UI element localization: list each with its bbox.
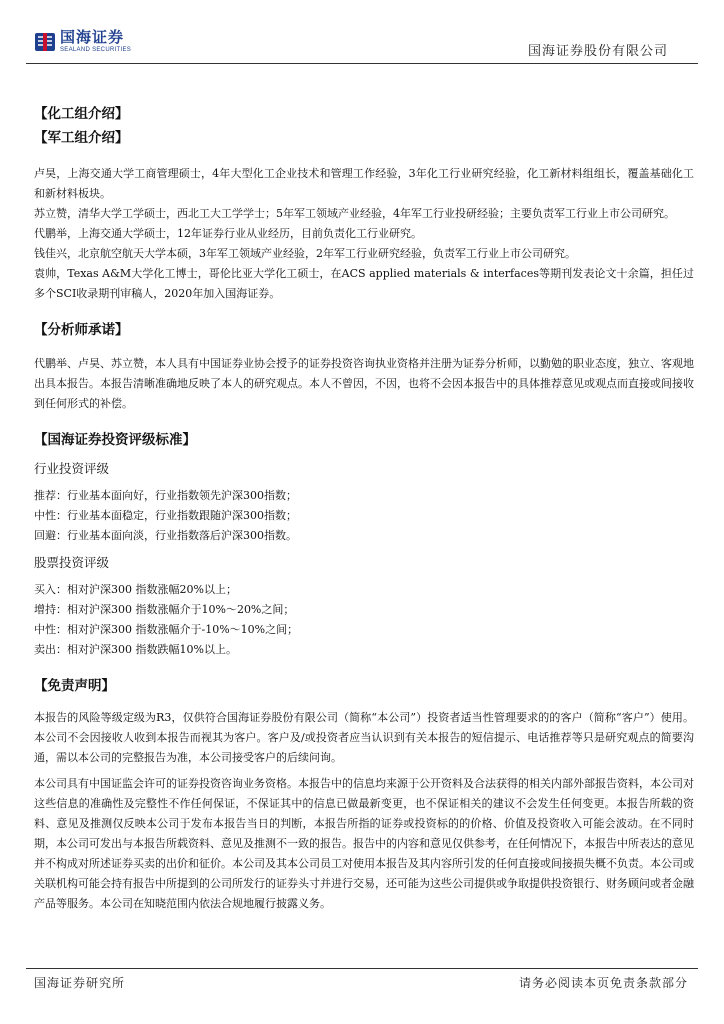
company-name: 国海证券股份有限公司: [527, 44, 668, 59]
pledge-section: [34, 318, 694, 414]
disclaimer-paragraph: 本报告的风险等级定级为R3，仅供符合国海证券股份有限公司（简称“本公司”）投资者适当性管理要求的的客户（简称“客户”）使用。本公司不会因接收人收到本报告而视其为客户。客户及/或投资者应当认识到有关本报告的短信提示、电话推荐等只是研究观点的简要沟通，需以本公司的完整报告为准，本公司接受客户的后续问询。: [34, 711, 694, 764]
industry-rating-title: 行业投资评级: [34, 461, 110, 476]
stock-rating-item: 增持：相对沪深300 指数涨幅介于10%～20%之间；: [34, 603, 295, 616]
industry-rating-item: 中性：行业基本面稳定，行业指数跟随沪深300指数；: [34, 509, 297, 522]
stock-rating-item: 卖出：相对沪深300 指数跌幅10%以上。: [34, 643, 237, 656]
report-body: [34, 102, 694, 914]
industry-rating-item: 回避：行业基本面向淡，行业指数落后沪深300指数。: [34, 529, 297, 542]
footer-disclaimer-note: 请务必阅读本页免责条款部分: [518, 976, 688, 990]
analyst-bio: 钱佳兴，北京航空航天大学本硕，3年军工领域产业经验，2年军工行业研究经验，负责军工行业上市公司研究。: [34, 247, 576, 260]
industry-rating-item: 推荐：行业基本面向好，行业指数领先沪深300指数；: [34, 489, 297, 502]
stock-rating-item: 中性：相对沪深300 指数涨幅介于-10%～10%之间；: [34, 623, 299, 636]
header-divider: [26, 63, 698, 64]
disclaimer-section: [34, 674, 694, 914]
pledge-text: 代鹏举、卢昊、苏立赞，本人具有中国证券业协会授予的证券投资咨询执业资格并注册为证券分析师，以勤勉的职业态度，独立、客观地出具本报告。本报告清晰准确地反映了本人的研究观点。本人不曾因，不因，也将不会因本报告中的具体推荐意见或观点而直接或间接收到任何形式的补偿。: [34, 357, 694, 410]
stock-rating-item: 买入：相对沪深300 指数涨幅20%以上；: [34, 583, 237, 596]
military-team-heading: 【军工组介绍】: [34, 130, 129, 146]
stock-rating-title: 股票投资评级: [34, 555, 110, 570]
analyst-bio: 苏立赞，清华大学工学硕士，西北工大工学学士；5年军工领域产业经验，4年军工行业投研经验；主要负责军工行业上市公司研究。: [34, 207, 675, 220]
logo-english-name: SEALAND SECURITIES: [60, 47, 132, 53]
team-section: [34, 102, 694, 304]
rating-heading: 【国海证券投资评级标准】: [34, 432, 196, 448]
footer-institute: 国海证券研究所: [34, 976, 126, 990]
analyst-bio: 袁帅，Texas A&M大学化工博士，哥伦比亚大学化工硕士，在ACS applied materials & interfaces等期刊发表论文十余篇，担任过多个SCI收录期刊审稿人，2020年加入国海证券。: [34, 267, 694, 300]
analyst-bio: 卢昊，上海交通大学工商管理硕士，4年大型化工企业技术和管理工作经验，3年化工行业研究经验，化工新材料组组长，覆盖基础化工和新材料板块。: [34, 167, 694, 200]
sealand-logo-icon: [34, 31, 56, 53]
disclaimer-paragraph: 本公司具有中国证监会许可的证券投资咨询业务资格。本报告中的信息均来源于公开资料及合法获得的相关内部外部报告资料，本公司对这些信息的准确性及完整性不作任何保证，不保证其中的信息已做最新变更，也不保证相关的建议不会发生任何变更。本报告所载的资料、意见及推测仅反映本公司于发布本报告当日的判断，本报告所指的证券或投资标的的价格、价值及投资收入可能会波动。在不同时期，本公司可发出与本报告所载资料、意见及推测不一致的报告。报告中的内容和意见仅供参考，在任何情况下，本报告中所表达的意见并不构成对所述证券买卖的出价和征价。本公司及其本公司员工对使用本报告及其内容所引发的任何直接或间接损失概不负责。本公司或关联机构可能会持有报告中所提到的公司所发行的证券头寸并进行交易，还可能为这些公司提供或争取提供投资银行、财务顾问或者金融产品等服务。本公司在知晓范围内依法合规地履行披露义务。: [34, 777, 694, 910]
chemical-team-heading: 【化工组介绍】: [34, 106, 129, 122]
logo-chinese-name: 国海证券: [60, 28, 125, 46]
footer-divider: [26, 968, 698, 969]
page-header: [0, 0, 724, 68]
rating-section: [34, 428, 694, 660]
company-logo: [34, 30, 131, 53]
pledge-heading: 【分析师承诺】: [34, 322, 129, 338]
analyst-bio: 代鹏举，上海交通大学硕士，12年证券行业从业经历，目前负责化工行业研究。: [34, 227, 422, 240]
disclaimer-heading: 【免责声明】: [34, 678, 115, 694]
